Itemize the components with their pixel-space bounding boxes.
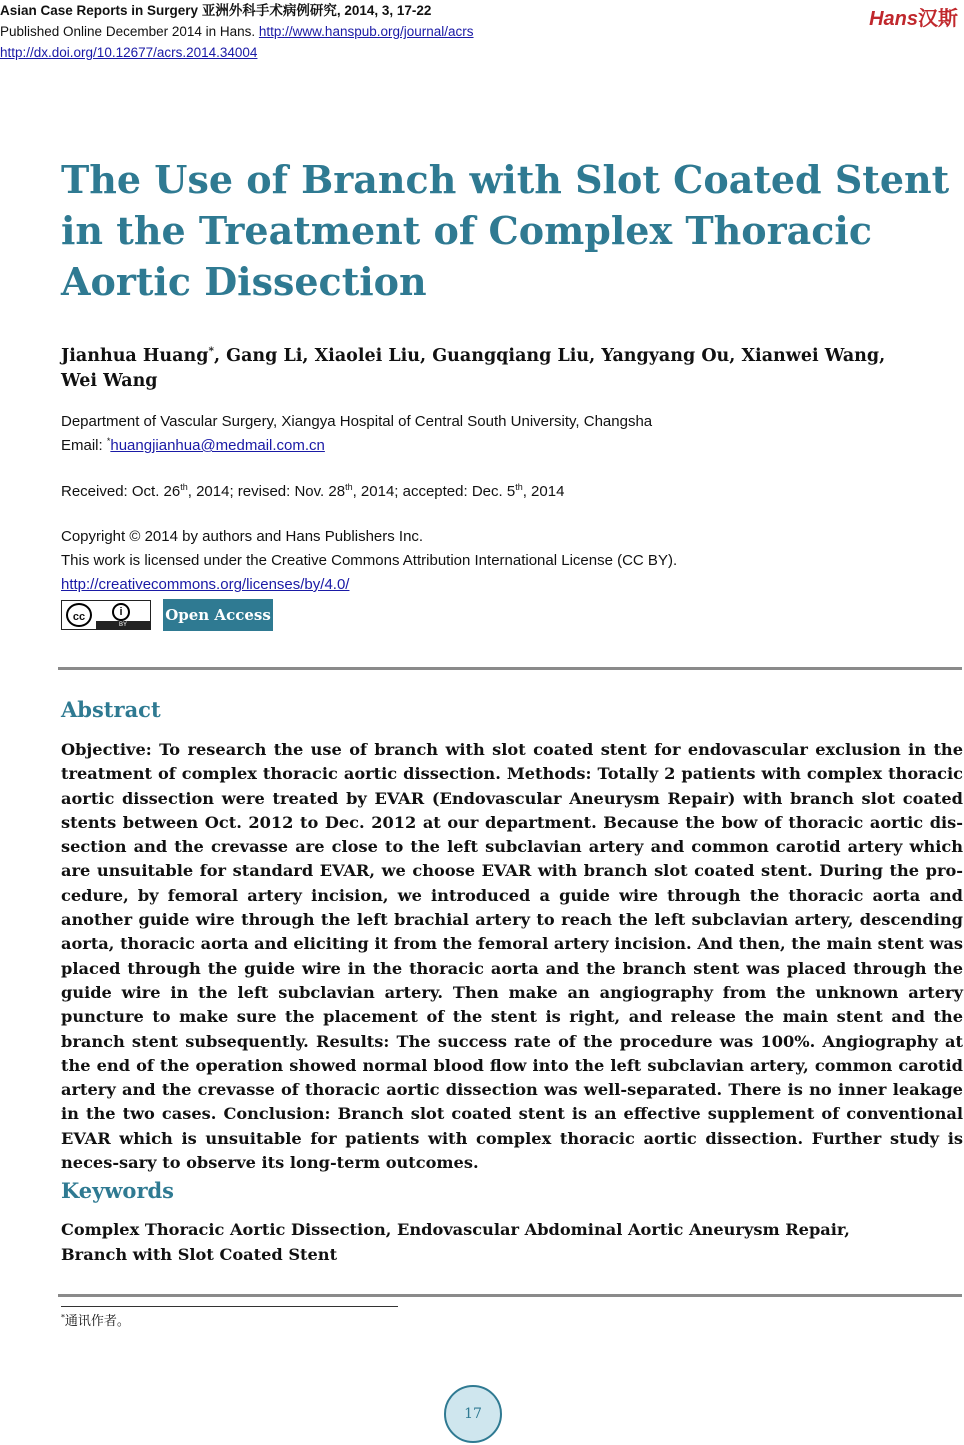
email-line — [61, 434, 941, 458]
cc-by-badge[interactable] — [61, 600, 151, 630]
cc-icon: cc — [66, 603, 92, 627]
page-number: 17 — [444, 1385, 502, 1443]
running-header — [0, 0, 474, 63]
footnote — [61, 1310, 130, 1329]
accepted-sup: th — [515, 482, 523, 492]
footnote-text: 通讯作者。 — [64, 1314, 130, 1329]
received-date: Received: Oct. 26 — [61, 483, 181, 500]
publication-line — [0, 21, 474, 42]
doi-link[interactable]: http://dx.doi.org/10.12677/acrs.2014.34004 — [0, 45, 258, 60]
copyright-block — [61, 525, 941, 597]
revised-sup: th — [345, 482, 353, 492]
copyright-line: Copyright © 2014 by authors and Hans Publishers Inc. — [61, 528, 424, 545]
abstract-heading: Abstract — [61, 697, 161, 722]
keywords-heading: Keywords — [61, 1178, 175, 1203]
affiliation: Department of Vascular Surgery, Xiangya Hospital of Central South University, Changsha — [61, 413, 653, 430]
logo-chinese: 汉斯 — [918, 8, 958, 30]
section-divider-bottom — [58, 1294, 962, 1297]
journal-link[interactable]: http://www.hanspub.org/journal/acrs — [258, 24, 474, 39]
other-authors: , Gang Li, Xiaolei Liu, Guangqiang Liu, Yangyang Ou, Xianwei Wang, — [213, 346, 886, 366]
received-sup: th — [180, 482, 188, 492]
email-link[interactable]: huangjianhua@medmail.com.cn — [110, 437, 325, 454]
license-line: This work is licensed under the Creative Commons Attribution International License (CC BY). — [61, 552, 678, 569]
open-access-badge: Open Access — [163, 599, 273, 631]
publisher-logo — [869, 2, 958, 31]
email-marker: * — [106, 436, 111, 446]
keywords-list — [61, 1218, 941, 1267]
attribution-icon: i — [112, 603, 130, 621]
section-divider-top — [58, 667, 962, 670]
first-author: Jianhua Huang — [61, 346, 209, 366]
by-label: BY — [96, 621, 150, 629]
footnote-rule — [61, 1306, 398, 1307]
journal-citation: Asian Case Reports in Surgery 亚洲外科手术病例研究, 2014, 3, 17-22 — [0, 3, 432, 18]
keywords-line-1: Complex Thoracic Aortic Dissection, Endovascular Abdominal Aortic Aneurysm Repair, — [61, 1220, 850, 1239]
abstract-text: Objective: To research the use of branch with slot coated stent for endovascular exclusion in the treatment of complex thoracic aortic dissection. Methods: Totally 2 patients with complex thoracic aortic dissection were treated by EVAR (Endovascular Aneurysm Repair) with branch slot coated stents between Oct. 2012 to Dec. 2012 at our department. Because the bow of thoracic aortic dis-section and the crevasse are close to the left subclavian artery and common carotid artery which are unsuitable for standard EVAR, we choose EVAR with branch slot coated stent. During the pro-cedure, by femoral artery incision, we introduced a guide wire through the thoracic aorta and another guide wire through the left brachial artery to reach the left subclavian artery, descending aorta, thoracic aorta and eliciting it from the femoral artery incision. And then, the main stent was placed through the guide wire in the thoracic aorta and the branch stent was placed through the guide wire in the left subclavian artery. Then make an angiography from the unknown artery puncture to make sure the placement of the stent is right, and release the main stent and the branch stent subsequently. Results: The success rate of the procedure was 100%. Angiography at the end of the operation showed normal blood flow into the left subclavian artery, common carotid artery and the crevasse of thoracic aortic dissection was well-separated. There is no inner leakage in the two cases. Conclusion: Branch slot coated stent is an effective supplement of conventional EVAR which is unsuitable for patients with complex thoracic aortic dissection. Further study is neces-sary to observe its long-term outcomes. — [61, 740, 963, 1173]
email-label: Email: — [61, 437, 107, 454]
dates-line — [61, 480, 941, 504]
affiliation-block — [61, 410, 941, 458]
paper-title: The Use of Branch with Slot Coated Stent in the Treatment of Complex Thoracic Aortic Dissection — [61, 157, 950, 304]
author-list — [61, 344, 941, 394]
corresponding-marker: * — [208, 345, 214, 358]
accepted-date: , 2014; accepted: Dec. 5 — [352, 483, 516, 500]
footnote-marker: * — [61, 1312, 65, 1322]
last-author: Wei Wang — [61, 371, 158, 391]
year-tail: , 2014 — [522, 483, 565, 500]
license-link[interactable]: http://creativecommons.org/licenses/by/4.0/ — [61, 576, 350, 593]
revised-date: , 2014; revised: Nov. 28 — [187, 483, 346, 500]
keywords-line-2: Branch with Slot Coated Stent — [61, 1244, 338, 1264]
published-text: Published Online December 2014 in Hans. — [0, 24, 259, 39]
logo-latin: Hans — [869, 8, 918, 30]
